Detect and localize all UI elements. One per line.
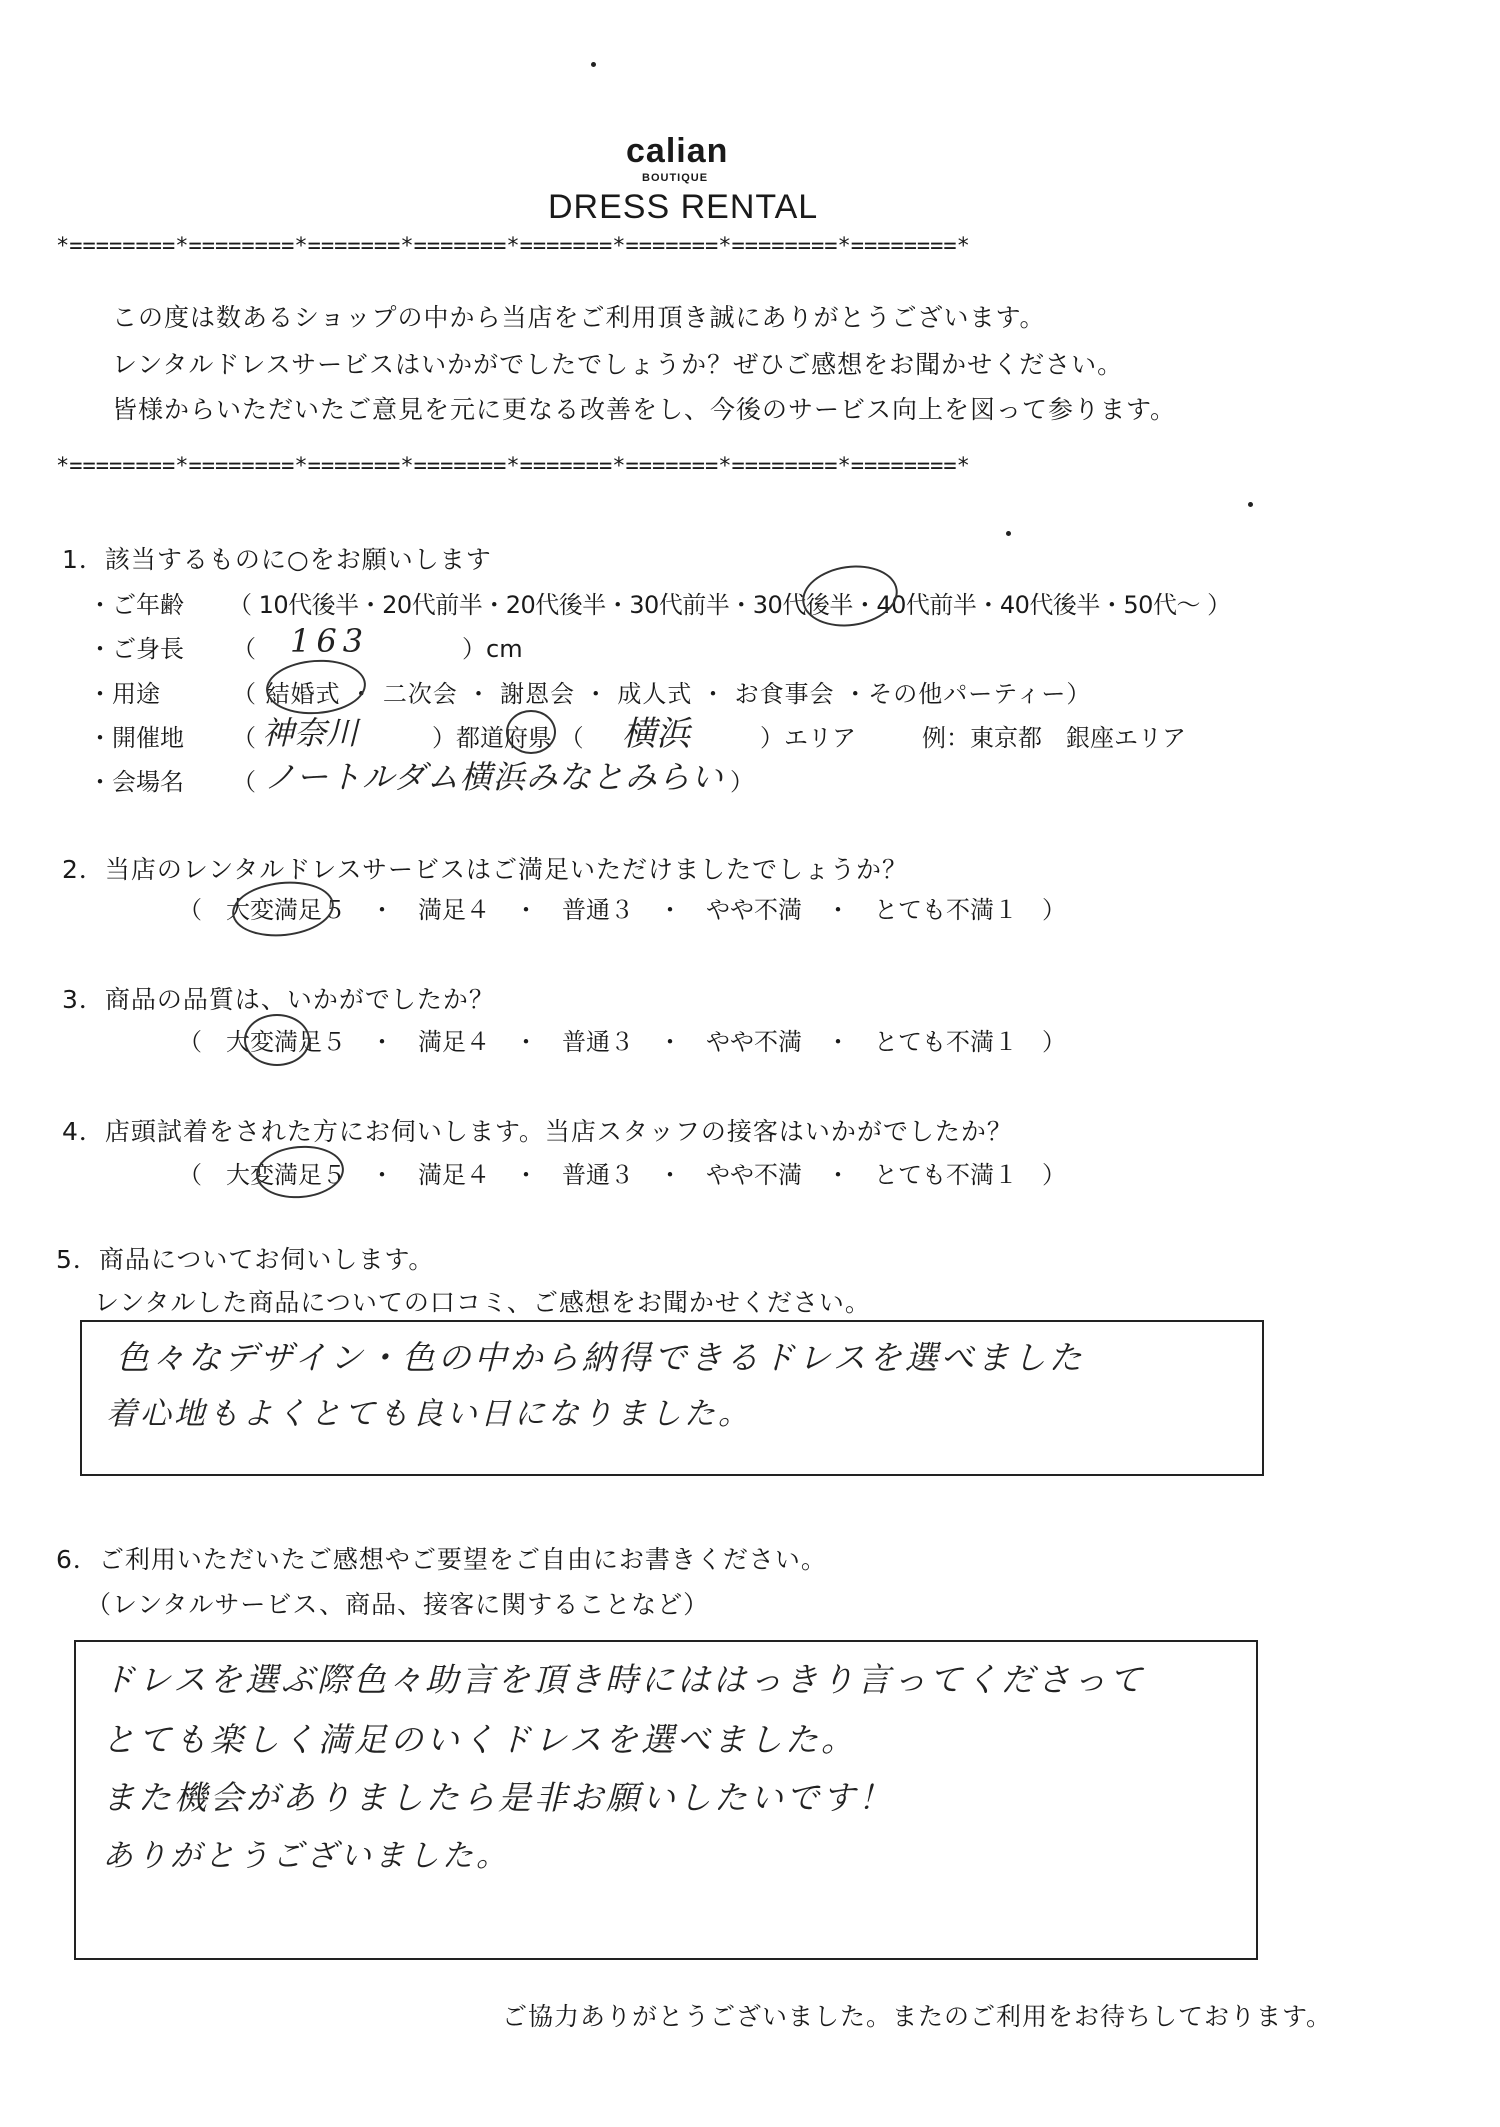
age-selection-circle — [798, 560, 901, 633]
use-options: （ 結婚式 ・ 二次会 ・ 謝恩会 ・ 成人式 ・ お食事会 ・その他パーティー） — [232, 680, 1092, 708]
venue-close: ） — [730, 768, 754, 796]
q5-title: 5．商品についてお伺いします。 — [56, 1245, 435, 1274]
q2-scale: （ 大変満足５ ・ 満足４ ・ 普通３ ・ やや不満 ・ とても不満１ ） — [178, 896, 1066, 924]
brand-logo: calian — [626, 132, 729, 170]
q5-subtitle: レンタルした商品についての口コミ、ご感想をお聞かせください。 — [94, 1288, 871, 1317]
height-value: 163 — [290, 622, 370, 660]
intro-line-3: 皆様からいただいたご意見を元に更なる改善をし、今後のサービス向上を図って参ります。 — [112, 395, 1177, 424]
use-label: ・用途 — [88, 680, 160, 708]
q4-scale: （ 大変満足５ ・ 満足４ ・ 普通３ ・ やや不満 ・ とても不満１ ） — [178, 1161, 1066, 1189]
q1-title: 1．該当するものに○をお願いします — [62, 545, 492, 574]
q6-answer-line-2: とても楽しく満足のいくドレスを選べました。 — [102, 1720, 858, 1759]
scan-speck — [1248, 502, 1253, 507]
q3-title: 3．商品の品質は、いかがでしたか？ — [62, 985, 495, 1014]
prefecture-selection-circle — [506, 710, 556, 754]
place-end: ）エリア — [760, 724, 856, 752]
age-label: ・ご年齢 — [88, 591, 184, 619]
place-label: ・開催地 — [88, 724, 184, 752]
q4-title: 4．店頭試着をされた方にお伺いします。当店スタッフの接客はいかがでしたか？ — [62, 1117, 1013, 1146]
q6-answer-line-4: ありがとうございました。 — [102, 1838, 510, 1874]
q2-selection-circle — [229, 877, 336, 941]
q5-answer-line-1: 色々なデザイン・色の中から納得できるドレスを選べました — [116, 1338, 1085, 1377]
place-open: （ — [232, 724, 256, 752]
venue-value: ノートルダム横浜みなとみらい — [264, 758, 724, 796]
scan-speck — [1006, 531, 1011, 536]
q6-answer-line-3: また機会がありましたら是非お願いしたいです！ — [102, 1778, 894, 1817]
divider-bottom: *========*========*=======*=======*=======*=======*========*========* — [56, 454, 970, 479]
height-open: （ — [232, 635, 256, 663]
age-options: （ 10代後半・20代前半・20代後半・30代前半・30代後半・40代前半・40代後半・50代〜 ） — [228, 591, 1231, 619]
brand-sub: BOUTIQUE — [642, 172, 709, 184]
place-prefecture: 神奈川 — [262, 714, 359, 752]
venue-label: ・会場名 — [88, 768, 184, 796]
q6-title: 6．ご利用いただいたご感想やご要望をご自由にお書きください。 — [56, 1545, 827, 1574]
height-unit: ）cm — [462, 635, 523, 663]
q2-title: 2．当店のレンタルドレスサービスはご満足いただけましたでしょうか？ — [62, 855, 909, 884]
venue-open: （ — [232, 768, 256, 796]
q5-answer-box — [80, 1320, 1264, 1476]
q3-scale: （ 大変満足５ ・ 満足４ ・ 普通３ ・ やや不満 ・ とても不満１ ） — [178, 1028, 1066, 1056]
place-area: 横浜 — [622, 714, 690, 754]
q3-selection-circle — [244, 1014, 310, 1066]
q6-answer-line-1: ドレスを選ぶ際色々助言を頂き時にははっきり言ってくださって — [102, 1660, 1146, 1699]
scan-speck — [591, 62, 596, 67]
intro-line-1: この度は数あるショップの中から当店をご利用頂き誠にありがとうございます。 — [112, 303, 1046, 332]
page-title: DRESS RENTAL — [548, 188, 819, 226]
footer-thanks: ご協力ありがとうございました。またのご利用をお待ちしております。 — [502, 2002, 1333, 2031]
height-label: ・ご身長 — [88, 635, 184, 663]
place-example: 例：東京都 銀座エリア — [922, 724, 1186, 752]
q6-subtitle: （レンタルサービス、商品、接客に関することなど） — [86, 1590, 710, 1619]
place-mid: ）都道府県 （ — [432, 724, 584, 752]
q4-selection-circle — [254, 1142, 346, 1201]
intro-line-2: レンタルドレスサービスはいかがでしたでしょうか？ぜひご感想をお聞かせください。 — [112, 350, 1124, 379]
q5-answer-line-2: 着心地もよくとても良い日になりました。 — [106, 1396, 752, 1432]
q6-answer-box — [74, 1640, 1258, 1960]
divider-top: *========*========*=======*=======*=======*=======*========*========* — [56, 234, 970, 259]
